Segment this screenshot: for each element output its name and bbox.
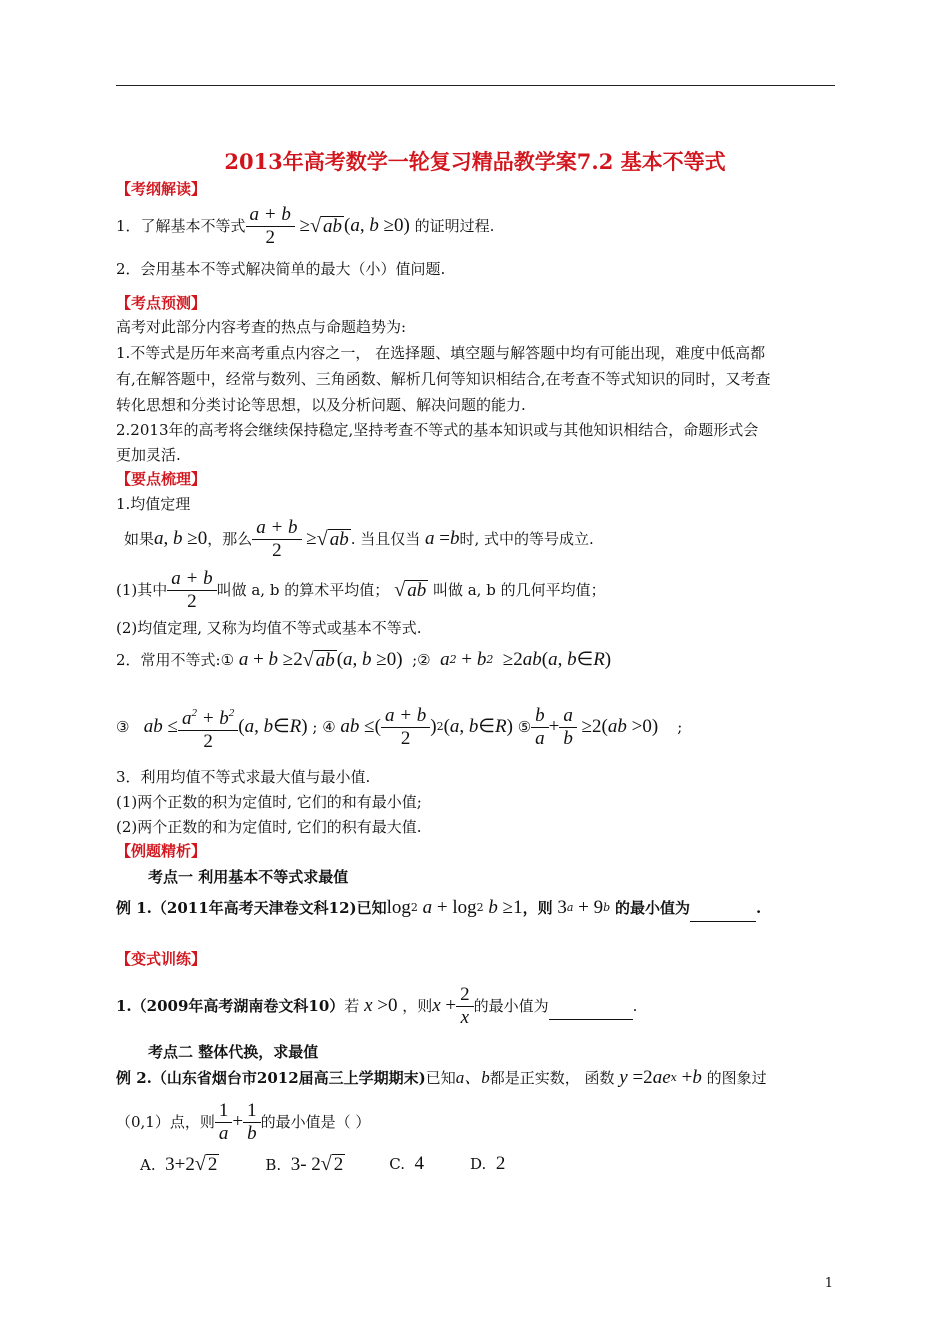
example-2: 例 2.（山东省烟台市2012届高三上学期期末) 已知 a、b 都是正实数， 函数 y =2 ae x + b 的图象过 xyxy=(116,1067,767,1088)
example-1: 例 1.（2011年高考天津卷文科12)已知 log 2 a + log 2 b ≥1 ，则 3 a + 9 b 的最小值为 . xyxy=(116,890,761,926)
option-c[interactable]: C. 4 xyxy=(389,1153,425,1174)
yaodian-h3: 3．利用均值不等式求最大值与最小值. xyxy=(116,768,371,786)
answer-blank[interactable] xyxy=(690,895,756,922)
formula-frac: $\frac{a^2 + b^2}{2}$ xyxy=(180,702,236,753)
kaodian-p2-line1: 2.2013年的高考将会继续保持稳定,坚持考查不等式的基本知识或与其他知识相结合，命题形式会 xyxy=(116,421,759,439)
mean-theorem: 如果 a , b ≥0 ，那么 $\frac{a + b}{2}$ ≥ √ ab . 当且仅当 a = b 时, 式中的等号成立. xyxy=(124,516,594,561)
kaogang-item-2: 2．会用基本不等式解决简单的最大（小）值问题. xyxy=(116,260,446,278)
section-bianshi: 【变式训练】 xyxy=(116,950,207,968)
document-title: 2013年高考数学一轮复习精品教学案7.2 基本不等式 xyxy=(224,149,726,174)
yaodian-h1: 1.均值定理 xyxy=(116,495,191,513)
kaodian-p1-line3: 转化思想和分类讨论等思想，以及分析问题、解决问题的能力. xyxy=(116,396,526,414)
kaodian-p1-line2: 有,在解答题中，经常与数列、三角函数、解析几何等知识相结合,在考查不等式知识的同时，又考查 xyxy=(116,370,771,388)
kaodian-intro: 高考对此部分内容考查的热点与命题趋势为: xyxy=(116,318,407,336)
common-inequalities-1: 2．常用不等式: ① a + b ≥2 √ ab ( a , b ≥0) ;② a 2 + b 2 ≥2 ab ( a , b ∈ R ) xyxy=(116,649,612,671)
exercise-1: 1.（2009年高考湖南卷文科10） 若 x >0 ，则 x + $\frac{2}{x}$ 的最小值为 . xyxy=(116,983,638,1028)
section-liti: 【例题精析】 xyxy=(116,842,207,860)
formula-frac: $\frac{1}{a}$ xyxy=(217,1100,231,1145)
kaodian-2-heading: 考点二 整体代换，求最值 xyxy=(148,1043,319,1061)
section-kaogang: 【考纲解读】 xyxy=(116,180,207,198)
formula-frac: $\frac{2}{x}$ xyxy=(458,984,472,1029)
rule-2: (2)两个正数的和为定值时, 它们的积有最大值. xyxy=(116,818,422,836)
formula-frac: $\frac{a + b}{2}$ xyxy=(169,568,214,613)
option-d[interactable]: D. 2 xyxy=(470,1153,506,1174)
page-number: 1 xyxy=(824,1276,833,1291)
mean-note-2: (2)均值定理, 又称为均值不等式或基本不等式. xyxy=(116,619,422,637)
formula-frac: $\frac{a + b}{2}$ xyxy=(254,517,299,562)
example-2-line2: （0,1）点，则 $\frac{1}{a}$ + $\frac{1}{b}$ 的最小值是（ ） xyxy=(116,1099,371,1144)
formula-frac: $\frac{b}{a}$ xyxy=(533,705,547,750)
formula-frac: $\frac{a}{b}$ xyxy=(561,705,575,750)
option-b[interactable]: B. 3- 2√ 2 xyxy=(265,1152,344,1175)
rule-1: (1)两个正数的积为定值时, 它们的和有最小值; xyxy=(116,793,422,811)
option-a[interactable]: A. 3+2√ 2 xyxy=(140,1152,218,1175)
section-yaodian: 【要点梳理】 xyxy=(116,470,207,488)
formula-frac: $\frac{a + b}{2}$ xyxy=(383,705,428,750)
kaodian-p1-line1: 1.不等式是历年来高考重点内容之一， 在选择题、填空题与解答题中均有可能出现，难度中低高都 xyxy=(116,344,766,362)
example-2-options xyxy=(140,1150,505,1178)
answer-blank[interactable] xyxy=(549,993,633,1020)
header-rule xyxy=(116,85,835,86)
mean-note-1: (1)其中 $\frac{a + b}{2}$ 叫做 a, b 的算术平均值； √ ab 叫做 a, b 的几何平均值； xyxy=(116,567,606,612)
common-inequalities-2: ③ ab ≤ $\frac{a^2 + b^2}{2}$ ( a , b ∈ R ) ; ④ ab ≤( $\frac{a + b}{2}$ ) 2 ( a , b ∈ R ) ⑤ $\frac{b}{a}$ + $\frac{a}{b}$ ≥2( ab >0) ; xyxy=(116,700,682,754)
kaodian-1-heading: 考点一 利用基本不等式求最值 xyxy=(148,868,349,886)
kaodian-p2-line2: 更加灵活. xyxy=(116,446,181,464)
kaogang-item-1: 1．了解基本不等式 $\frac{a + b}{2}$ ≥ √ ab ( a , b ≥0) 的证明过程. xyxy=(116,203,495,248)
formula-frac: $\frac{1}{b}$ xyxy=(245,1100,259,1145)
formula-frac: $\frac{a + b}{2}$ xyxy=(248,204,293,249)
section-kaodian: 【考点预测】 xyxy=(116,294,207,312)
